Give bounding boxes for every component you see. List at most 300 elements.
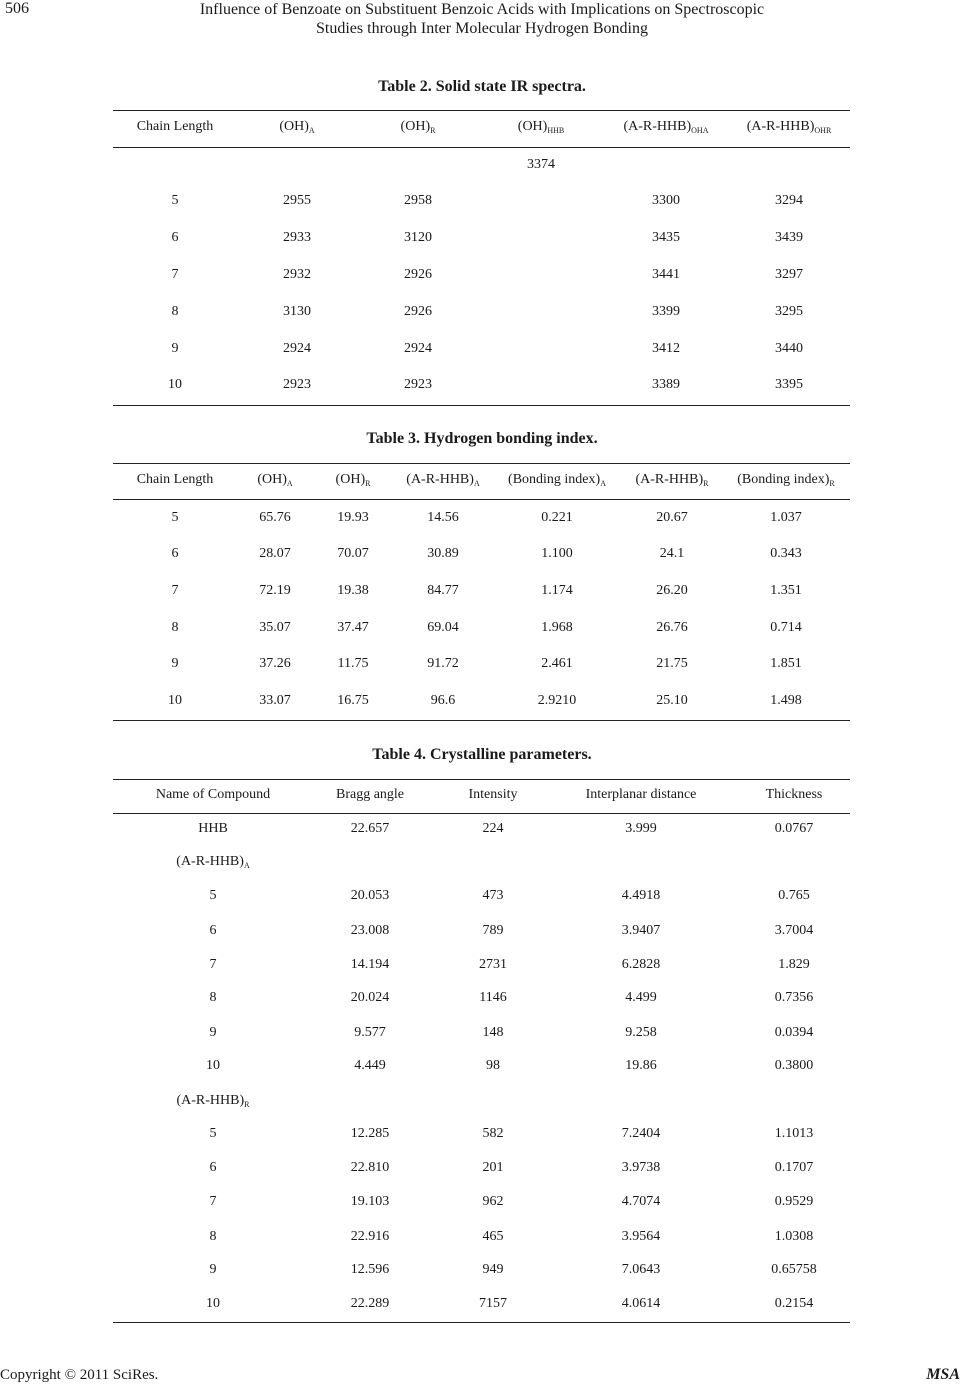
table3-cell-text: 1.498 bbox=[770, 693, 802, 708]
table4-header-cell bbox=[156, 787, 270, 803]
table3-cell-text: 0.714 bbox=[770, 620, 802, 635]
table4-header-cell bbox=[469, 787, 518, 803]
table2-cell bbox=[775, 267, 803, 283]
journal-abbreviation: MSA bbox=[926, 1366, 960, 1383]
table2-cell-text: 2926 bbox=[404, 304, 432, 319]
table4-cell bbox=[210, 923, 217, 939]
running-header bbox=[0, 0, 964, 38]
table4-cell bbox=[351, 957, 390, 973]
table2-header-cell-text: (A-R-HHB) bbox=[746, 119, 815, 134]
table2-cell-text: 3294 bbox=[775, 193, 803, 208]
table2-cell-text: 2923 bbox=[283, 377, 311, 392]
table3-cell bbox=[172, 510, 179, 526]
table4-cell bbox=[625, 1025, 657, 1041]
table2-cell-text: 3399 bbox=[652, 304, 680, 319]
table4-cell-text: 19.86 bbox=[625, 1058, 657, 1073]
table3-cell-text: 0.221 bbox=[541, 510, 573, 525]
table3-header-cell-text: (OH) bbox=[335, 472, 366, 487]
table4-cell-text: 0.3800 bbox=[774, 1058, 814, 1073]
table2-cell bbox=[404, 230, 432, 246]
table4-cell-text: 9 bbox=[209, 1262, 217, 1277]
table2-cell bbox=[283, 377, 311, 393]
table2-cell-text: 2926 bbox=[404, 267, 432, 282]
table4-cell-text: 14.194 bbox=[350, 957, 390, 972]
table2-header-cell-text: (OH) bbox=[400, 119, 431, 134]
table4-cell bbox=[778, 957, 810, 973]
table4-cell-text: 0.0394 bbox=[774, 1025, 814, 1040]
table3-cell bbox=[770, 510, 802, 526]
table3-cell bbox=[172, 583, 179, 599]
table2-cell-text: 2924 bbox=[404, 341, 432, 356]
table3-cell-text: 70.07 bbox=[337, 546, 369, 561]
table4-cell-text: 6 bbox=[209, 1160, 217, 1175]
table4-cell bbox=[625, 990, 657, 1006]
table3-header-rule bbox=[113, 499, 850, 500]
table4-cell bbox=[625, 1058, 657, 1074]
table3-header-cell-subscript: R bbox=[365, 479, 371, 488]
table2-cell bbox=[283, 267, 311, 283]
table2-header-cell bbox=[279, 119, 314, 135]
table2-cell-text: 3441 bbox=[652, 267, 680, 282]
table4-cell-text: 22.916 bbox=[350, 1229, 390, 1244]
table2-cell bbox=[172, 230, 179, 246]
table4-bottom-rule bbox=[113, 1322, 850, 1323]
table3-top-rule bbox=[113, 463, 850, 464]
table3-cell bbox=[656, 693, 688, 709]
table4-cell-text: 7157 bbox=[479, 1296, 507, 1311]
table4-cell bbox=[775, 990, 814, 1006]
table4-cell bbox=[210, 1126, 217, 1142]
table4-cell bbox=[483, 1126, 504, 1142]
table4-cell-text: 10 bbox=[206, 1296, 220, 1311]
table3-caption: Table 3. Hydrogen bonding index. bbox=[366, 430, 598, 447]
table4-cell-text: 10 bbox=[206, 1058, 220, 1073]
table3-header-cell bbox=[137, 472, 214, 488]
table4-cell-text: 6.2828 bbox=[621, 957, 661, 972]
table3-cell-text: 0.343 bbox=[770, 546, 802, 561]
table2-header-cell-subscript: R bbox=[430, 126, 436, 135]
table2-header-cell-subscript: A bbox=[308, 126, 315, 135]
table2-cell bbox=[652, 267, 680, 283]
table3-cell-text: 1.968 bbox=[541, 620, 573, 635]
table4-cell bbox=[479, 957, 507, 973]
table3-cell-text: 19.38 bbox=[337, 583, 369, 598]
table3-header-cell-text: (A-R-HHB) bbox=[635, 472, 704, 487]
table4-hhb-cell bbox=[351, 821, 390, 837]
table3-cell-text: 8 bbox=[171, 620, 179, 635]
table4-header-cell-text: Intensity bbox=[468, 787, 518, 802]
table3-header-cell-subscript: R bbox=[703, 479, 709, 488]
table2-cell-text: 3297 bbox=[775, 267, 803, 282]
table4-cell-text: 4.449 bbox=[354, 1058, 386, 1073]
table2-cell-text: 7 bbox=[171, 267, 179, 282]
table2-cell-text: 9 bbox=[171, 341, 179, 356]
table2-cell-text: 3130 bbox=[283, 304, 311, 319]
table4-hhb-cell bbox=[625, 821, 657, 837]
table2-caption: Table 2. Solid state IR spectra. bbox=[378, 78, 586, 95]
table3-cell-text: 28.07 bbox=[259, 546, 291, 561]
table4-cell-text: 20.024 bbox=[350, 990, 390, 1005]
table3-header-cell-text: (Bonding index) bbox=[737, 472, 830, 487]
table4-caption: Table 4. Crystalline parameters. bbox=[372, 746, 592, 763]
table4-cell-text: 12.285 bbox=[350, 1126, 390, 1141]
table4-cell-text: 0.7356 bbox=[774, 990, 814, 1005]
table4-cell-text: 98 bbox=[486, 1058, 500, 1073]
table3-header-cell bbox=[336, 472, 371, 488]
table3-cell-text: 5 bbox=[171, 510, 179, 525]
table2-header-cell bbox=[518, 119, 564, 135]
table3-cell bbox=[770, 656, 802, 672]
table4-cell bbox=[483, 1194, 504, 1210]
table2-header-cell-text: (OH) bbox=[517, 119, 548, 134]
table4-cell bbox=[775, 1160, 814, 1176]
table2-header-cell-text: (OH) bbox=[279, 119, 309, 134]
table2-cell-text: 2924 bbox=[283, 341, 311, 356]
table2-cell bbox=[775, 193, 803, 209]
table4-cell-text: 7 bbox=[209, 957, 217, 972]
table2-cell bbox=[172, 193, 179, 209]
table2-cell bbox=[404, 267, 432, 283]
table2-cell-text: 3120 bbox=[404, 230, 432, 245]
table4-cell bbox=[483, 1229, 504, 1245]
table3-header-cell bbox=[508, 472, 606, 488]
table3-cell-text: 2.9210 bbox=[537, 693, 577, 708]
table4-hhb-cell-text: 22.657 bbox=[350, 821, 390, 836]
table2-header-cell-subscript: HHB bbox=[547, 126, 565, 135]
table4-cell-text: 582 bbox=[482, 1126, 504, 1141]
table4-cell bbox=[622, 1229, 661, 1245]
table3-cell bbox=[337, 510, 369, 526]
table3-header-cell-subscript: A bbox=[600, 479, 606, 488]
table2-header-cell-subscript: OHA bbox=[691, 126, 709, 135]
table2-cell bbox=[172, 304, 179, 320]
table3-header-cell-text: (A-R-HHB) bbox=[406, 472, 474, 487]
table3-cell bbox=[538, 693, 577, 709]
table4-cell bbox=[775, 1058, 814, 1074]
table4-cell-text: 2731 bbox=[479, 957, 507, 972]
table2-cell-text: 3295 bbox=[775, 304, 803, 319]
table3-header-cell-text: (Bonding index) bbox=[508, 472, 601, 487]
table3-cell bbox=[770, 693, 802, 709]
table3-cell-text: 20.67 bbox=[656, 510, 688, 525]
table3-cell-text: 96.6 bbox=[430, 693, 456, 708]
table2-cell bbox=[172, 267, 179, 283]
table4-cell-text: 7.2404 bbox=[621, 1126, 661, 1141]
table2-cell-text: 3412 bbox=[652, 341, 680, 356]
table4-cell bbox=[351, 1126, 390, 1142]
table4-cell-text: 0.2154 bbox=[774, 1296, 814, 1311]
table3-header-cell bbox=[406, 472, 479, 488]
table3-cell bbox=[259, 656, 291, 672]
table4-cell-text: 8 bbox=[209, 990, 217, 1005]
table4-header-cell bbox=[586, 787, 697, 803]
table4-cell bbox=[351, 888, 390, 904]
table3-cell bbox=[770, 583, 802, 599]
table3-cell-text: 10 bbox=[168, 693, 182, 708]
table3-cell-text: 35.07 bbox=[259, 620, 291, 635]
table3-cell bbox=[656, 656, 688, 672]
table4-cell bbox=[775, 1296, 814, 1312]
table4-cell bbox=[622, 923, 661, 939]
table3-cell bbox=[656, 510, 688, 526]
table4-cell bbox=[775, 923, 814, 939]
table4-header-cell-text: Name of Compound bbox=[155, 787, 271, 802]
table3-cell bbox=[259, 583, 291, 599]
table2-header-cell bbox=[401, 119, 436, 135]
table3-cell bbox=[172, 656, 179, 672]
table2-header-rule bbox=[113, 147, 850, 148]
table3-cell-text: 21.75 bbox=[656, 656, 688, 671]
page-number: 506 bbox=[5, 0, 29, 17]
table4-cell bbox=[622, 1160, 661, 1176]
table4-cell-text: 789 bbox=[482, 923, 504, 938]
table2-cell bbox=[283, 230, 311, 246]
table2-cell bbox=[283, 341, 311, 357]
table4-cell bbox=[778, 888, 810, 904]
table4-cell-text: 1146 bbox=[479, 990, 507, 1005]
table3-cell-text: 7 bbox=[171, 583, 179, 598]
table4-cell bbox=[206, 1296, 220, 1312]
table4-group-r-label bbox=[177, 1093, 250, 1109]
table2-cell-text: 3440 bbox=[775, 341, 803, 356]
table2-cell-text: 2933 bbox=[283, 230, 311, 245]
table3-cell-text: 72.19 bbox=[259, 583, 291, 598]
table2-cell-text: 3439 bbox=[775, 230, 803, 245]
table4-cell bbox=[483, 888, 504, 904]
table2-cell bbox=[404, 193, 432, 209]
table4-cell-text: 148 bbox=[482, 1025, 504, 1040]
table4-cell-text: 0.1707 bbox=[774, 1160, 814, 1175]
table2-cell-text: 3435 bbox=[652, 230, 680, 245]
table3-cell bbox=[337, 693, 369, 709]
table4-cell-text: 1.0308 bbox=[774, 1229, 814, 1244]
table3-cell-text: 69.04 bbox=[427, 620, 459, 635]
table4-cell-text: 3.9564 bbox=[621, 1229, 661, 1244]
table4-cell bbox=[354, 1025, 386, 1041]
table3-cell-text: 26.76 bbox=[656, 620, 688, 635]
table2-cell-text: 5 bbox=[171, 193, 179, 208]
table3-cell bbox=[259, 620, 291, 636]
table4-cell bbox=[622, 1262, 661, 1278]
table3-cell-text: 37.47 bbox=[337, 620, 369, 635]
table4-cell-text: 9 bbox=[209, 1025, 217, 1040]
table2-cell-text: 3389 bbox=[652, 377, 680, 392]
table3-cell-text: 6 bbox=[171, 546, 179, 561]
table3-cell-text: 1.174 bbox=[541, 583, 573, 598]
table3-cell-text: 14.56 bbox=[427, 510, 459, 525]
table4-cell-text: 23.008 bbox=[350, 923, 390, 938]
table2-cell-text: 6 bbox=[171, 230, 179, 245]
table4-hhb-cell bbox=[198, 821, 228, 837]
table4-cell-text: 3.9738 bbox=[621, 1160, 661, 1175]
table4-cell bbox=[210, 1262, 217, 1278]
table3-cell-text: 26.20 bbox=[656, 583, 688, 598]
table3-cell bbox=[259, 510, 291, 526]
table2-cell bbox=[652, 304, 680, 320]
table3-cell bbox=[172, 620, 179, 636]
table2-cell bbox=[172, 341, 179, 357]
table4-cell bbox=[622, 1126, 661, 1142]
table3-cell-text: 24.1 bbox=[659, 546, 685, 561]
table4-hhb-cell bbox=[775, 821, 814, 837]
table3-cell bbox=[427, 656, 459, 672]
table4-cell-text: 19.103 bbox=[350, 1194, 390, 1209]
table4-cell-text: 22.810 bbox=[350, 1160, 390, 1175]
table3-header-cell-text: Chain Length bbox=[136, 472, 214, 487]
table4-group-r-label-subscript: R bbox=[244, 1100, 250, 1109]
table4-top-rule bbox=[113, 779, 850, 780]
table3-cell-text: 25.10 bbox=[656, 693, 688, 708]
table4-cell-text: 473 bbox=[482, 888, 504, 903]
table2-cell-text: 3395 bbox=[775, 377, 803, 392]
table2-cell bbox=[775, 341, 803, 357]
table3-header-cell bbox=[636, 472, 709, 488]
table3-cell-text: 1.851 bbox=[770, 656, 802, 671]
table3-header-cell-text: (OH) bbox=[257, 472, 287, 487]
table4-cell bbox=[483, 1262, 504, 1278]
table4-cell-text: 4.0614 bbox=[621, 1296, 661, 1311]
table4-header-cell-text: Thickness bbox=[765, 787, 823, 802]
table4-cell-text: 949 bbox=[482, 1262, 504, 1277]
table4-cell bbox=[351, 1194, 390, 1210]
table3-cell bbox=[427, 510, 459, 526]
table2-cell bbox=[404, 304, 432, 320]
table4-cell-text: 465 bbox=[482, 1229, 504, 1244]
table3-cell bbox=[770, 546, 802, 562]
table4-cell bbox=[483, 1025, 504, 1041]
table4-cell-text: 3.7004 bbox=[774, 923, 814, 938]
table4-cell bbox=[775, 1229, 814, 1245]
table4-cell-text: 7 bbox=[209, 1194, 217, 1209]
table4-cell bbox=[483, 923, 504, 939]
table3-cell-text: 37.26 bbox=[259, 656, 291, 671]
table4-cell-text: 0.765 bbox=[778, 888, 810, 903]
table3-header-cell-subscript: R bbox=[829, 479, 835, 488]
table3-header-cell bbox=[257, 472, 292, 488]
table3-cell bbox=[770, 620, 802, 636]
table4-cell bbox=[622, 1194, 661, 1210]
table4-cell-text: 20.053 bbox=[350, 888, 390, 903]
table2-cell-text: 8 bbox=[171, 304, 179, 319]
table4-cell-text: 22.289 bbox=[350, 1296, 390, 1311]
table4-cell bbox=[354, 1058, 386, 1074]
table2-cell-text: 2955 bbox=[283, 193, 311, 208]
table3-cell bbox=[541, 546, 573, 562]
table2-cell bbox=[652, 193, 680, 209]
table2-header-cell-subscript: OHR bbox=[814, 126, 832, 135]
table4-cell bbox=[210, 888, 217, 904]
table2-cell bbox=[404, 341, 432, 357]
table4-cell bbox=[351, 923, 390, 939]
table4-cell bbox=[210, 957, 217, 973]
table2-cell-text: 3374 bbox=[527, 157, 555, 172]
table2-cell-text: 10 bbox=[168, 377, 182, 392]
table4-cell bbox=[210, 1229, 217, 1245]
table2-cell bbox=[283, 304, 311, 320]
table3-cell-text: 33.07 bbox=[259, 693, 291, 708]
table3-cell-text: 2.461 bbox=[541, 656, 573, 671]
table2-cell bbox=[652, 341, 680, 357]
table4-cell-text: 0.9529 bbox=[774, 1194, 814, 1209]
table3-cell bbox=[541, 656, 573, 672]
table3-cell bbox=[660, 546, 685, 562]
table2-bottom-rule bbox=[113, 405, 850, 406]
table3-cell bbox=[337, 583, 369, 599]
table3-cell bbox=[427, 546, 459, 562]
table2-cell bbox=[775, 304, 803, 320]
table4-cell bbox=[479, 1296, 507, 1312]
table2-cell-text: 3300 bbox=[652, 193, 680, 208]
table3-header-cell-subscript: A bbox=[286, 479, 293, 488]
table3-cell-text: 65.76 bbox=[259, 510, 291, 525]
table4-cell-text: 3.9407 bbox=[621, 923, 661, 938]
table3-cell-text: 11.75 bbox=[337, 656, 369, 671]
table2-cell-text: 2932 bbox=[283, 267, 311, 282]
table4-group-r-label-text: (A-R-HHB) bbox=[176, 1093, 245, 1108]
table3-cell-text: 1.351 bbox=[770, 583, 802, 598]
table4-cell-text: 1.1013 bbox=[774, 1126, 814, 1141]
table3-cell bbox=[338, 656, 369, 672]
table4-cell-text: 5 bbox=[209, 1126, 217, 1141]
table4-cell bbox=[771, 1262, 817, 1278]
table4-cell-text: 4.4918 bbox=[621, 888, 661, 903]
table2-cell bbox=[527, 157, 555, 173]
table4-cell-text: 4.7074 bbox=[621, 1194, 661, 1209]
table2-cell bbox=[404, 377, 432, 393]
table4-hhb-cell bbox=[483, 821, 504, 837]
table4-cell-text: 4.499 bbox=[625, 990, 657, 1005]
table4-group-a-label-text: (A-R-HHB) bbox=[176, 854, 244, 869]
table3-cell bbox=[656, 583, 688, 599]
table2-header-cell bbox=[747, 119, 832, 135]
table3-cell-text: 91.72 bbox=[427, 656, 459, 671]
table4-cell bbox=[775, 1194, 814, 1210]
table3-cell bbox=[541, 510, 573, 526]
table3-cell-text: 30.89 bbox=[427, 546, 459, 561]
table4-hhb-cell-text: 224 bbox=[482, 821, 504, 836]
table4-cell bbox=[775, 1126, 814, 1142]
table3-cell bbox=[168, 693, 182, 709]
table4-cell bbox=[210, 1194, 217, 1210]
table3-cell-text: 84.77 bbox=[427, 583, 459, 598]
table4-header-cell-text: Bragg angle bbox=[335, 787, 405, 802]
table4-header-cell bbox=[336, 787, 404, 803]
table4-cell bbox=[622, 1296, 661, 1312]
running-header-line-2: Studies through Inter Molecular Hydrogen Bonding bbox=[316, 20, 648, 37]
table4-header-rule bbox=[113, 813, 850, 814]
table2-cell bbox=[775, 377, 803, 393]
table3-cell bbox=[541, 620, 573, 636]
table3-cell-text: 9 bbox=[171, 656, 179, 671]
table4-cell-text: 12.596 bbox=[350, 1262, 390, 1277]
table4-cell-text: 5 bbox=[209, 888, 217, 903]
table4-cell-text: 1.829 bbox=[778, 957, 810, 972]
table2-cell bbox=[652, 377, 680, 393]
table2-cell bbox=[283, 193, 311, 209]
table2-header-cell-text: (A-R-HHB) bbox=[623, 119, 692, 134]
table4-cell bbox=[351, 1229, 390, 1245]
table4-cell-text: 0.65758 bbox=[771, 1262, 817, 1277]
table4-cell bbox=[479, 990, 506, 1006]
table3-cell bbox=[541, 583, 573, 599]
table4-cell-text: 9.577 bbox=[354, 1025, 386, 1040]
copyright-footer: Copyright © 2011 SciRes. bbox=[0, 1367, 159, 1383]
table3-header-cell bbox=[737, 472, 835, 488]
table4-cell bbox=[210, 1025, 217, 1041]
table2-cell bbox=[652, 230, 680, 246]
table3-cell bbox=[259, 693, 291, 709]
running-header-line-1: Influence of Benzoate on Substituent Benzoic Acids with Implications on Spectroscopic bbox=[199, 1, 765, 18]
